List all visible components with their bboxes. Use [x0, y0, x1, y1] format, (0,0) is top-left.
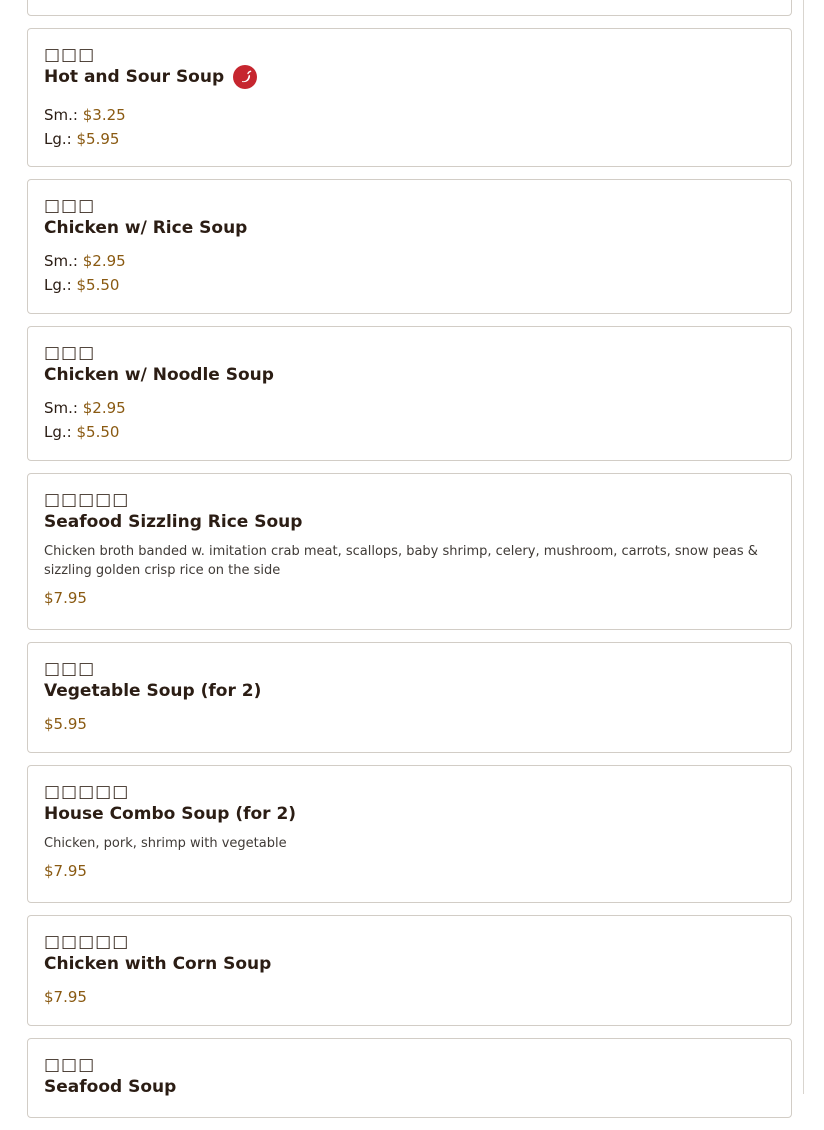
size-price-line: [44, 396, 775, 420]
item-name: Hot and Sour Soup: [44, 67, 225, 87]
size-price-line: [44, 127, 775, 151]
item-name: Chicken w/ Rice Soup: [44, 218, 248, 238]
menu-item-card[interactable]: [27, 179, 792, 314]
item-price: $5.95: [44, 715, 87, 733]
item-chinese-name: □□□: [44, 659, 96, 679]
item-price: $7.95: [44, 862, 87, 880]
item-chinese-name: □□□□□: [44, 490, 130, 510]
item-price-block: [44, 586, 775, 610]
menu-item-card[interactable]: [27, 915, 792, 1026]
item-name: Chicken w/ Noodle Soup: [44, 365, 274, 385]
size-price-list: [44, 103, 775, 151]
chili-pepper-icon: [233, 65, 257, 89]
size-price: $5.95: [76, 130, 120, 148]
size-price-line: [44, 420, 775, 444]
size-label: Lg.:: [44, 130, 72, 148]
item-chinese-name: □□□: [44, 1055, 96, 1075]
menu-item-card[interactable]: [27, 642, 792, 753]
item-name-row: [44, 65, 775, 89]
menu-item-card[interactable]: [27, 326, 792, 461]
item-name: Seafood Soup: [44, 1077, 177, 1097]
item-name: Chicken with Corn Soup: [44, 954, 272, 974]
size-price: $2.95: [82, 399, 126, 417]
item-chinese-name: □□□□□: [44, 782, 130, 802]
item-price-block: [44, 985, 775, 1009]
size-price-line: [44, 103, 775, 127]
size-label: Lg.:: [44, 276, 72, 294]
item-price: $7.95: [44, 988, 87, 1006]
scrollbar-edge: [803, 0, 804, 1094]
menu-item-card[interactable]: [27, 473, 792, 630]
size-price: $3.25: [82, 106, 126, 124]
size-price: $5.50: [76, 276, 120, 294]
size-price: $2.95: [82, 252, 126, 270]
menu-item-list: [27, 0, 792, 1130]
size-label: Lg.:: [44, 423, 72, 441]
item-description: Chicken, pork, shrimp with vegetable: [44, 836, 287, 851]
menu-item-card[interactable]: [27, 28, 792, 167]
item-chinese-name: □□□: [44, 343, 96, 363]
item-name: Vegetable Soup (for 2): [44, 681, 262, 701]
item-name-row: [44, 363, 775, 387]
item-chinese-name: □□□□□: [44, 932, 130, 952]
item-price: $7.95: [44, 589, 87, 607]
size-label: Sm.:: [44, 106, 78, 124]
size-price-line: [44, 273, 775, 297]
item-name-row: [44, 216, 775, 240]
item-chinese-name: □□□: [44, 45, 96, 65]
menu-item-card[interactable]: [27, 765, 792, 903]
item-name: House Combo Soup (for 2): [44, 804, 297, 824]
item-name-row: [44, 802, 775, 826]
item-price-block: [44, 859, 775, 883]
item-chinese-name: □□□: [44, 196, 96, 216]
item-description: Chicken broth banded w. imitation crab meat, scallops, baby shrimp, celery, mushroom, carrots, snow peas & sizzling golden crisp rice on the side: [44, 544, 758, 578]
menu-item-card-previous[interactable]: [27, 0, 792, 16]
item-name-row: [44, 952, 775, 976]
size-price-list: [44, 396, 775, 444]
item-price-block: [44, 712, 775, 736]
menu-item-card[interactable]: [27, 1038, 792, 1118]
item-name-row: [44, 510, 775, 534]
size-label: Sm.:: [44, 252, 78, 270]
item-name-row: [44, 1075, 775, 1099]
size-price-list: [44, 249, 775, 297]
size-label: Sm.:: [44, 399, 78, 417]
size-price: $5.50: [76, 423, 120, 441]
item-name: Seafood Sizzling Rice Soup: [44, 512, 303, 532]
size-price-line: [44, 249, 775, 273]
item-name-row: [44, 679, 775, 703]
